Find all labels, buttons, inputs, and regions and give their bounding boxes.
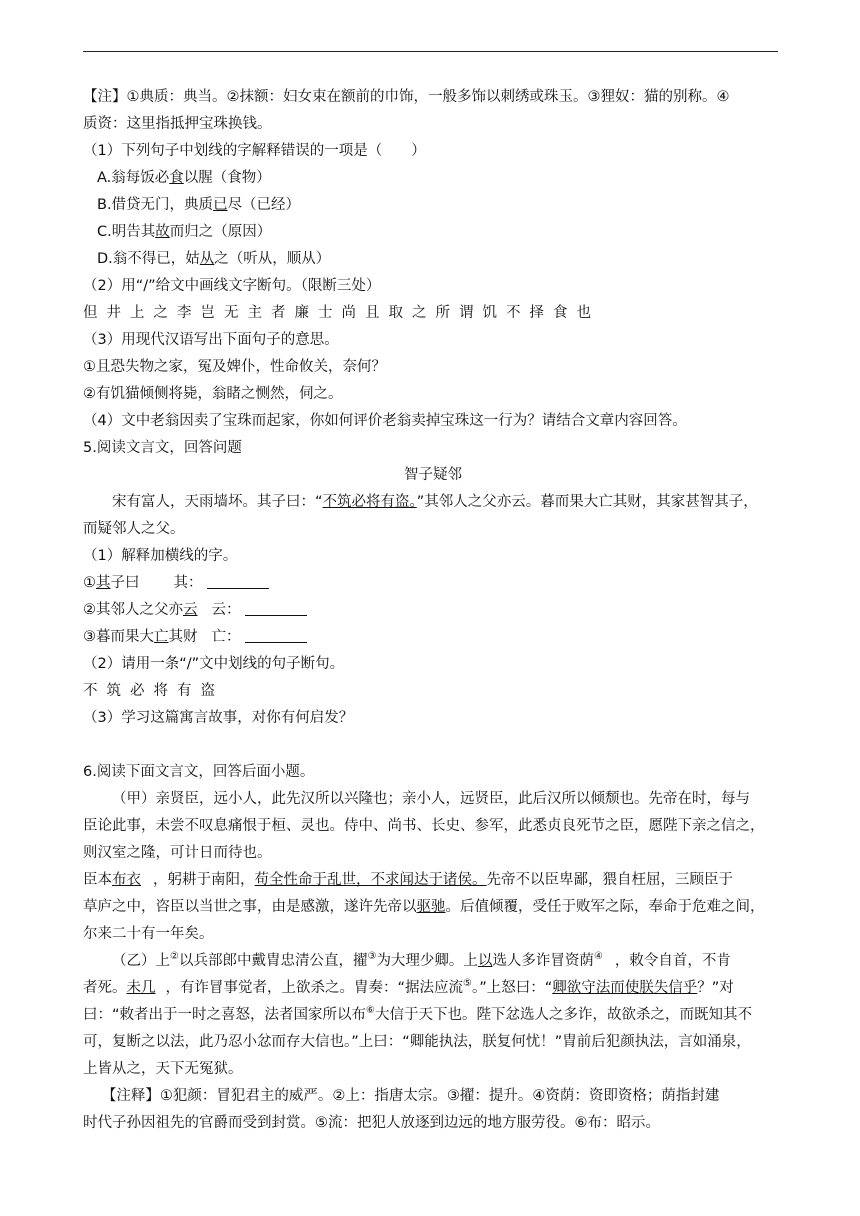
annotation-line-2: 时代子孙因祖先的官爵而受到封赏。⑤流：把犯人放逐到边远的地方服劳役。⑥布：昭示。 <box>83 1115 660 1131</box>
passage-jia-line-2: 臣论此事，未尝不叹息痛恨于桓、灵也。侍中、尚书、长史、参军，此悉贞良死节之臣，愿陛下亲之信之， <box>83 818 765 834</box>
passage-5-line-1: 宋有富人，天雨墙坏。其子曰：“不筑必将有盗。”其邻人之父亦云。暮而果大亡其财，其家甚智其子， <box>112 494 758 510</box>
answer-blank-3[interactable] <box>245 624 307 643</box>
option-b: B.借贷无门，典质已尽（已经） <box>97 197 301 213</box>
header-rule <box>83 51 778 52</box>
passage-yi-line-2: 者死。未几 ，有诈冒事觉者，上欲杀之。胄奏：“据法应流⑤。”上怒曰：“卿欲守法而使朕失信乎？”对 <box>83 978 734 996</box>
passage-yi-line-4: 可，复断之以法，此乃忍小忿而存大信也。”上曰：“卿能执法，朕复何忧！”胄前后犯颜执法，言如涌泉， <box>83 1034 751 1050</box>
option-a: A.翁每饭必食以腥（食物） <box>97 170 271 186</box>
punctuation-text-5: 不筑必将有盗 <box>83 683 224 699</box>
explain-item-1: ①其子曰 其： <box>83 570 783 597</box>
passage-title: 智子疑邻 <box>404 467 462 483</box>
explain-item-3: ③暮而果大亡其财 亡： <box>83 624 783 651</box>
document-page <box>83 84 783 1137</box>
annotation-line-1: 【注释】①犯颜：冒犯君主的威严。②上：指唐太宗。③擢：提升。④资荫：资即资格；荫指封建 <box>101 1088 720 1104</box>
passage-jia-line-3: 则汉室之隆，可计日而待也。 <box>83 845 272 861</box>
passage-jia-line-1: （甲）亲贤臣，远小人，此先汉所以兴隆也；亲小人，远贤臣，此后汉所以倾颓也。先帝在时，每与 <box>112 791 750 807</box>
question-6-heading: 6.阅读下面文言文，回答后面小题。 <box>83 764 315 780</box>
question-4-1: （1）下列句子中划线的字解释错误的一项是（ ） <box>83 143 426 159</box>
answer-blank-2[interactable] <box>245 597 307 616</box>
option-d: D.翁不得已，姑从之（听从，顺从） <box>97 251 331 267</box>
note-line-1: 【注】①典质：典当。②抹额：妇女束在额前的巾饰，一般多饰以刺绣或珠玉。③狸奴：猫的别称。④ <box>83 89 730 105</box>
explain-item-2: ②其邻人之父亦云 云： <box>83 597 783 624</box>
answer-blank-1[interactable] <box>207 570 269 589</box>
question-5-1: （1）解释加横线的字。 <box>83 548 238 564</box>
question-4-4: （4）文中老翁因卖了宝珠而起家，你如何评价老翁卖掉宝珠这一行为？请结合文章内容回答。 <box>83 413 687 429</box>
note-line-2: 质资：这里指抵押宝珠换钱。 <box>83 116 272 132</box>
passage-yi-line-3: 曰：“敕者出于一时之喜怒，法者国家所以布⑥大信于天下也。陛下忿选人之多诈，故欲杀之，而既知其不 <box>83 1005 752 1023</box>
question-5-heading: 5.阅读文言文，回答问题 <box>83 440 242 456</box>
passage-jia-line-5: 草庐之中，咨臣以当世之事，由是感激，遂许先帝以驱驰。后值倾覆，受任于败军之际，奉命于危难之间， <box>83 899 765 915</box>
passage-jia-line-4: 臣本布衣 ，躬耕于南阳，苟全性命于乱世，不求闻达于诸侯。先帝不以臣卑鄙，猥自枉屈，三顾臣于 <box>83 872 733 888</box>
question-5-3: （3）学习这篇寓言故事，对你有何启发？ <box>83 710 354 726</box>
passage-yi-line-5: 上皆从之，天下无冤狱。 <box>83 1061 243 1077</box>
passage-jia-line-6: 尔来二十有一年矣。 <box>83 926 214 942</box>
question-4-3-item-1: ①且恐失物之家，冤及婢仆，性命攸关，奈何？ <box>83 359 386 375</box>
passage-5-line-2: 而疑邻人之父。 <box>83 521 185 537</box>
question-4-3: （3）用现代汉语写出下面句子的意思。 <box>83 332 339 348</box>
option-c: C.明告其故而归之（原因） <box>97 224 272 240</box>
question-4-2: （2）用“/”给文中画线文字断句。（限断三处） <box>83 278 381 294</box>
question-5-2: （2）请用一条“/”文中划线的句子断句。 <box>83 656 345 672</box>
question-4-3-item-2: ②有饥猫倾侧将毙，翁睹之恻然，伺之。 <box>83 386 343 402</box>
passage-yi-line-1: （乙）上②以兵部郎中戴胄忠清公直，擢③为大理少卿。上以选人多诈冒资荫④ ，敕令自首，不肯 <box>112 951 731 969</box>
punctuation-text: 但井上之李岂无主者廉士尚且取之所谓饥不择食也 <box>83 305 600 321</box>
